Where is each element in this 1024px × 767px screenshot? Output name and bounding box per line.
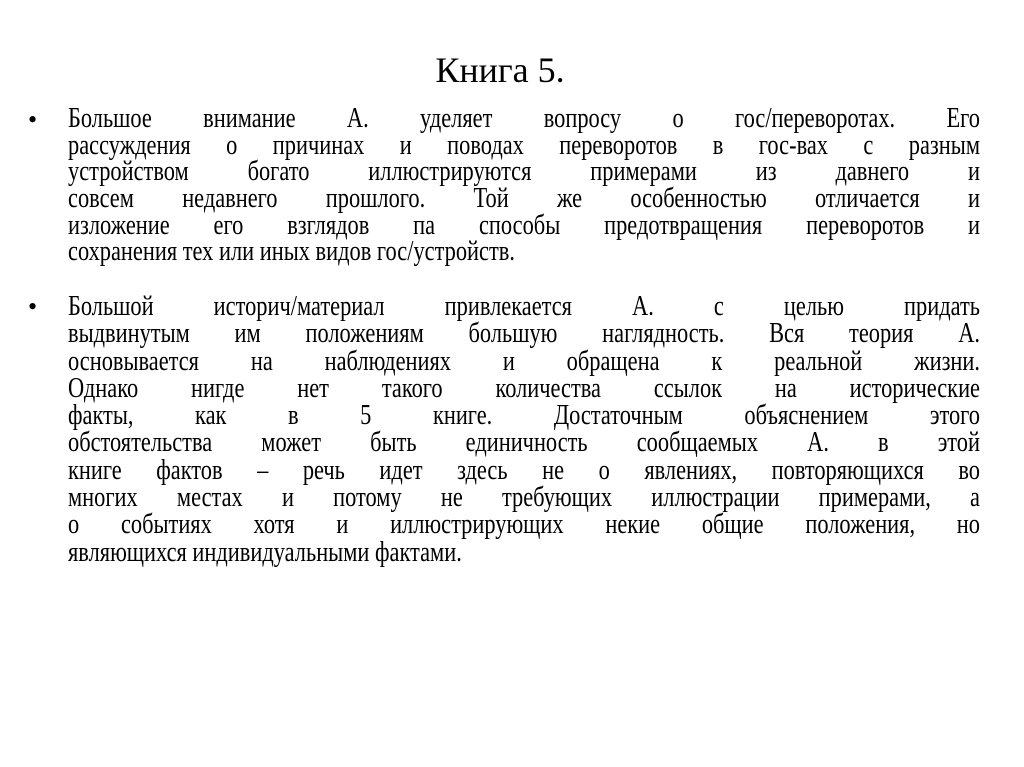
text-line: Большое внимание А. уделяет вопросу о гос/переворотах. Его [68, 103, 980, 134]
text-line: выдвинутым им положениям большую наглядность. Вся теория А. [68, 318, 980, 350]
text-line: Однако нигде нет такого количества ссылок на исторические [68, 372, 980, 404]
text-line: факты, как в 5 книге. Достаточным объяснением этого [68, 400, 980, 432]
text-line: сохранения тех или иных видов гос/устройств. [68, 236, 515, 268]
text-line: устройством богато иллюстрируются примерами из давнего и [68, 156, 980, 188]
text-line: обстоятельства может быть единичность сообщаемых А. в этой [68, 427, 980, 459]
text-line: рассуждения о причинах и поводах переворотов в гос-вах с разным [68, 129, 980, 161]
text-line: совсем недавнего прошлого. Той же особенностью отличается и [68, 183, 980, 215]
text-line: Большой историч/материал привлекается А. с целью придать [68, 291, 980, 322]
paragraph-text [68, 293, 980, 566]
text-line: о событиях хотя и иллюстрирующих некие общие положения, но [68, 509, 980, 541]
text-line: книге фактов – речь идет здесь не о явлениях, повторяющихся во [68, 454, 980, 486]
bullet-icon: • [28, 105, 38, 134]
text-line: основывается на наблюдениях и обращена к реальной жизни. [68, 345, 980, 377]
bullet-icon: • [28, 292, 38, 321]
text-line: изложение его взглядов па способы предотвращения переворотов и [68, 209, 980, 241]
text-line: являющихся индивидуальными фактами. [68, 536, 462, 568]
paragraph-text [68, 103, 980, 268]
text-line: многих местах и потому не требующих иллюстрации примерами, а [68, 482, 980, 514]
slide-title: Книга 5. [435, 50, 565, 90]
